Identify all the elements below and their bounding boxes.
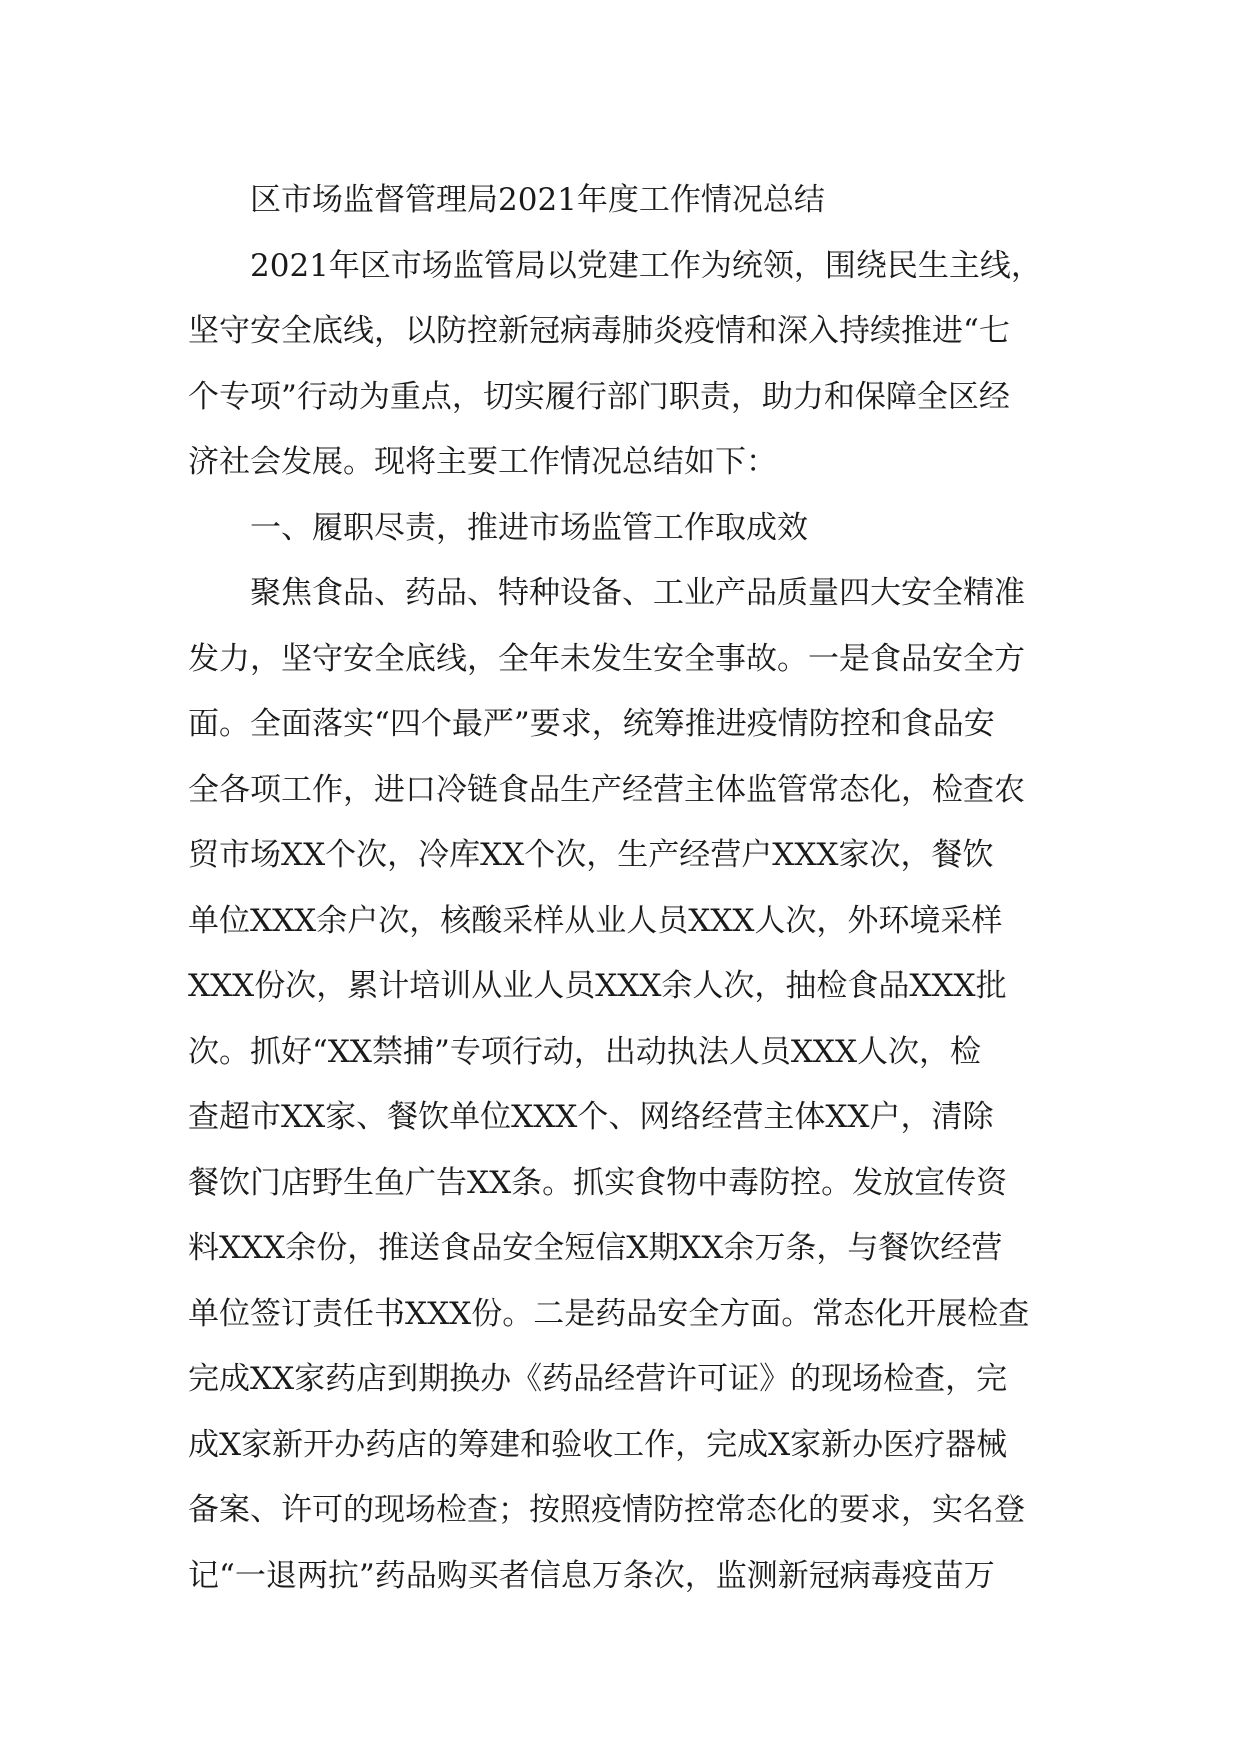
paragraph-line: 面。全面落实“四个最严”要求，统筹推进疫情防控和食品安 [188,706,995,742]
paragraph-line: 完成XX家药店到期换办《药品经营许可证》的现场检查，完 [188,1361,1008,1397]
paragraph-line: 发力，坚守安全底线，全年未发生安全事故。一是食品安全方 [188,640,1025,677]
paragraph-line: 餐饮门店野生鱼广告XX条。抓实食物中毒防控。发放宣传资 [188,1164,1008,1201]
body-paragraph [188,561,1058,1609]
paragraph-line: 料XXX余份，推送食品安全短信X期XX余万条，与餐饮经营 [188,1230,1003,1266]
section-heading: 一、履职尽责，推进市场监管工作取成效 [250,509,808,546]
paragraph-line: 个专项”行动为重点，切实履行部门职责，助力和保障全区经 [188,378,1010,415]
paragraph-line: XXX份次，累计培训从业人员XXX余人次，抽检食品XXX批 [188,968,1007,1004]
paragraph-line: 贸市场XX个次，冷库XX个次，生产经营户XXX家次，餐饮 [188,837,994,873]
paragraph-line: 单位XXX余户次，核酸采样从业人员XXX人次，外环境采样 [188,902,1003,939]
paragraph-line: 坚守安全底线，以防控新冠病毒肺炎疫情和深入持续推进“七 [188,313,1010,349]
paragraph-line: 次。抓好“XX禁捕”专项行动，出动执法人员XXX人次，检 [188,1033,982,1070]
paragraph-line: 全各项工作，进口冷链食品生产经营主体监管常态化，检查农 [188,771,1025,808]
paragraph-line: 查超市XX家、餐饮单位XXX个、网络经营主体XX户，清除 [188,1099,994,1135]
document-body [188,168,1058,1609]
paragraph-line: 成X家新开办药店的筹建和验收工作，完成X家新办医疗器械 [188,1426,1008,1463]
document-title: 区市场监督管理局2021年度工作情况总结 [250,182,825,218]
paragraph-line: 单位签订责任书XXX份。二是药品安全方面。常态化开展检查 [188,1295,1030,1332]
intro-paragraph [188,234,1058,496]
paragraph-line: 备案、许可的现场检查；按照疫情防控常态化的要求，实名登 [188,1492,1025,1528]
paragraph-line: 记“一退两抗”药品购买者信息万条次，监测新冠病毒疫苗万 [188,1557,995,1594]
paragraph-line: 济社会发展。现将主要工作情况总结如下： [188,444,777,480]
paragraph-line: 聚焦食品、药品、特种设备、工业产品质量四大安全精准 [250,575,1025,611]
paragraph-line: 2021年区市场监管局以党建工作为统领，围绕民生主线， [250,247,1042,284]
